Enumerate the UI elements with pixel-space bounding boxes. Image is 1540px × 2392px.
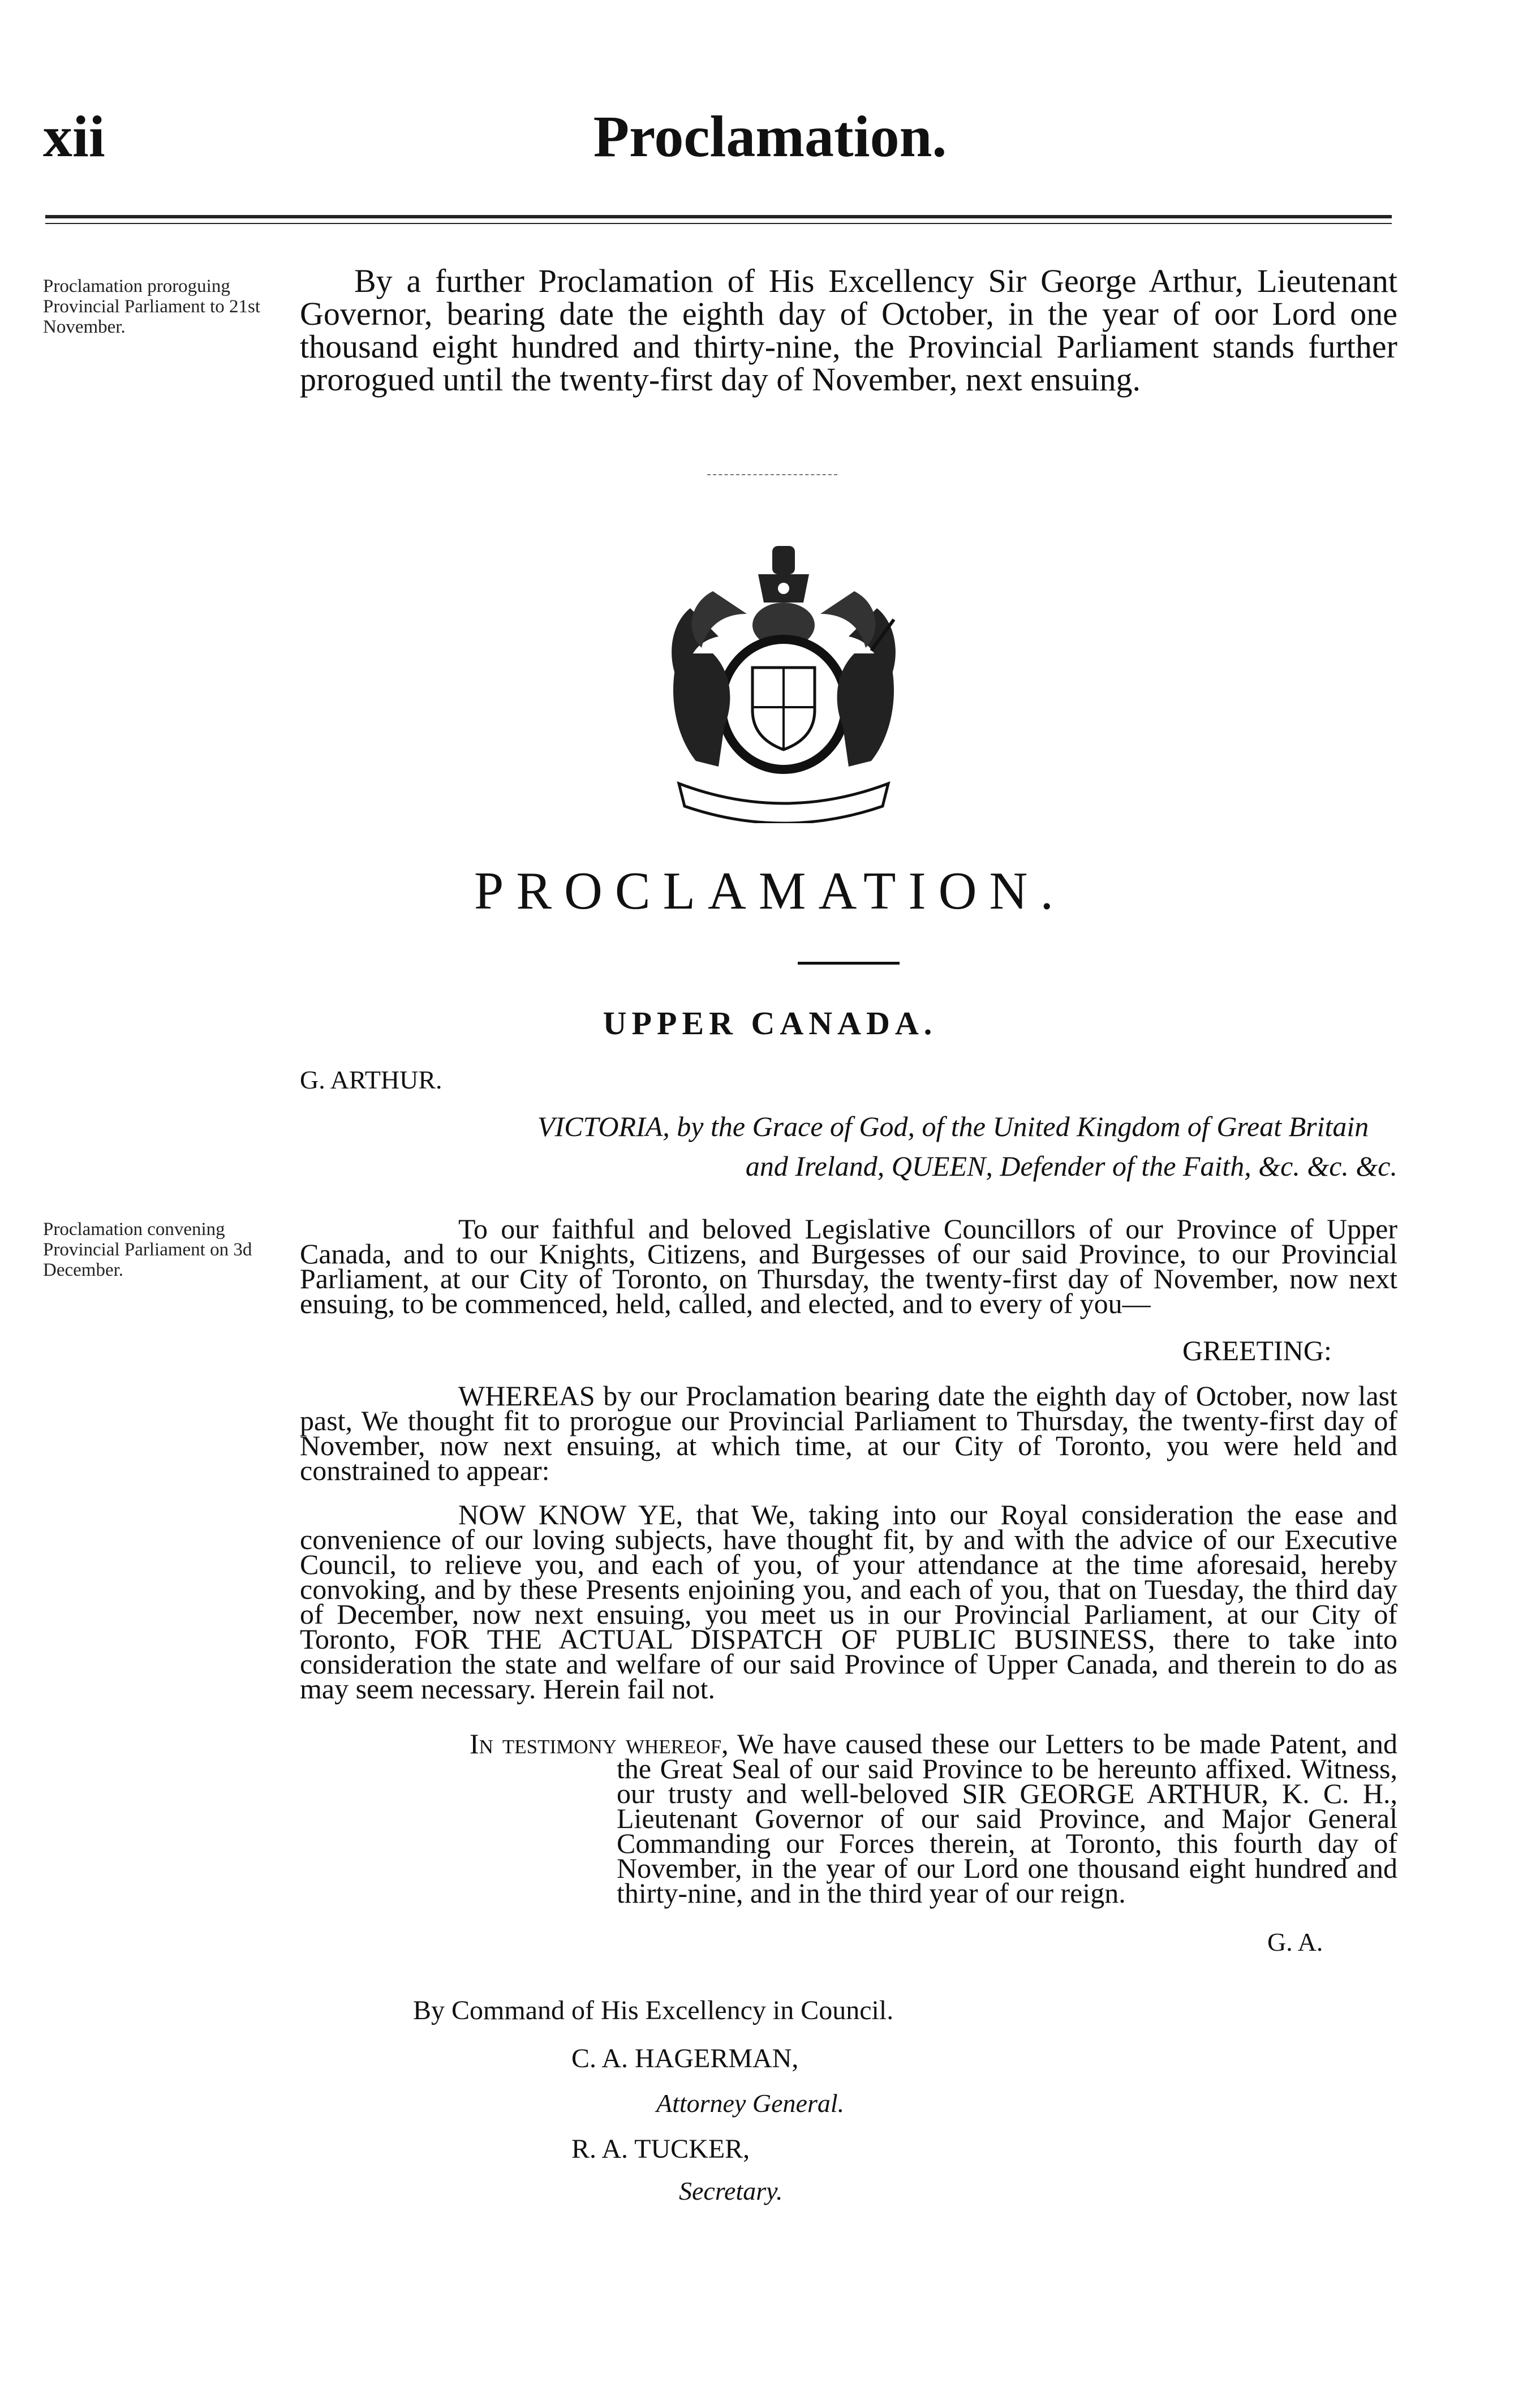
header-rule-thin xyxy=(45,223,1392,224)
testimony-lead: In testimony whereof, xyxy=(470,1728,729,1759)
command-line: By Command of His Excellency in Council. xyxy=(413,1995,894,2025)
header-rule xyxy=(45,215,1392,218)
official-1-name: C. A. HAGERMAN, xyxy=(571,2043,799,2073)
testimony-text: We have caused these our Letters to be made Patent, and the Great Seal of our said Province to be hereunto affixed. Witness, our trusty and well-beloved SIR GEORGE ARTHUR, K. C. H., Lieutenant Governor of our said Province, and Major General Commanding our Forces therein, at Toronto, this fourth day of November, in the year of our Lord one thousand eight hundred and thirty-nine, and in the third year of our reign. xyxy=(617,1728,1397,1909)
royal-title-line-1: VICTORIA, by the Grace of God, of the United Kingdom of Great Britain xyxy=(537,1111,1369,1142)
margin-note-prorogation: Proclamation proroguing Provincial Parliament to 21st November. xyxy=(43,276,261,337)
heading-rule xyxy=(798,962,900,965)
greeting: GREETING: xyxy=(1182,1335,1332,1366)
official-1-title: Attorney General. xyxy=(656,2089,845,2118)
whereas-paragraph: WHEREAS by our Proclamation bearing date the eighth day of October, now last past, We thought fit to prorogue our Provincial Parliament to Thursday, the twenty-first day of November, now next ensuing, at which time, at our City of Toronto, you were held and constrained to appear: xyxy=(300,1380,1397,1486)
page-number: xii xyxy=(43,104,105,169)
intro-paragraph: By a further Proclamation of His Excellency Sir George Arthur, Lieutenant Governor, bearing date the eighth day of October, in the year of oor Lord one thousand eight hundred and thirty-nine, the Provincial Parliament stands further prorogued until the twenty-first day of November, next ensuing. xyxy=(300,263,1397,398)
royal-coat-of-arms-icon xyxy=(656,540,911,823)
royal-title-line-2: and Ireland, QUEEN, Defender of the Faith, &c. &c. &c. xyxy=(745,1150,1397,1182)
separator-dashes xyxy=(707,474,837,475)
testimony-paragraph xyxy=(470,1728,1397,1909)
official-2-name: R. A. TUCKER, xyxy=(571,2134,750,2164)
page-title: Proclamation. xyxy=(593,104,947,169)
province-heading: UPPER CANADA. xyxy=(603,1005,937,1042)
signatory-top: G. ARTHUR. xyxy=(300,1065,442,1094)
proclamation-heading: PROCLAMATION. xyxy=(474,862,1066,920)
now-know-ye-paragraph: NOW KNOW YE, that We, taking into our Royal consideration the ease and convenience of our loving subjects, have thought fit, by and with the advice of our Executive Council, to relieve you, and each of you, of your attendance at the time aforesaid, hereby convoking, and by these Presents enjoining you, and each of you, that on Tuesday, the third day of December, now next ensuing, you meet us in our Provincial Parliament, at our City of Toronto, FOR THE ACTUAL DISPATCH OF PUBLIC BUSINESS, there to take into consideration the state and welfare of our said Province of Upper Canada, and therein to do as may seem necessary. Herein fail not. xyxy=(300,1499,1397,1705)
margin-note-convening: Proclamation convening Provincial Parliament on 3d December. xyxy=(43,1219,252,1280)
address-paragraph: To our faithful and beloved Legislative Councillors of our Province of Upper Canada, and to our Knights, Citizens, and Burgesses of our said Province, to our Provincial Parliament, at our City of Toronto, on Thursday, the twenty-first day of November, now next ensuing, to be commenced, held, called, and elected, and to every of you— xyxy=(300,1213,1397,1319)
official-2-title: Secretary. xyxy=(679,2176,783,2205)
signature-initials: G. A. xyxy=(1267,1928,1323,1956)
